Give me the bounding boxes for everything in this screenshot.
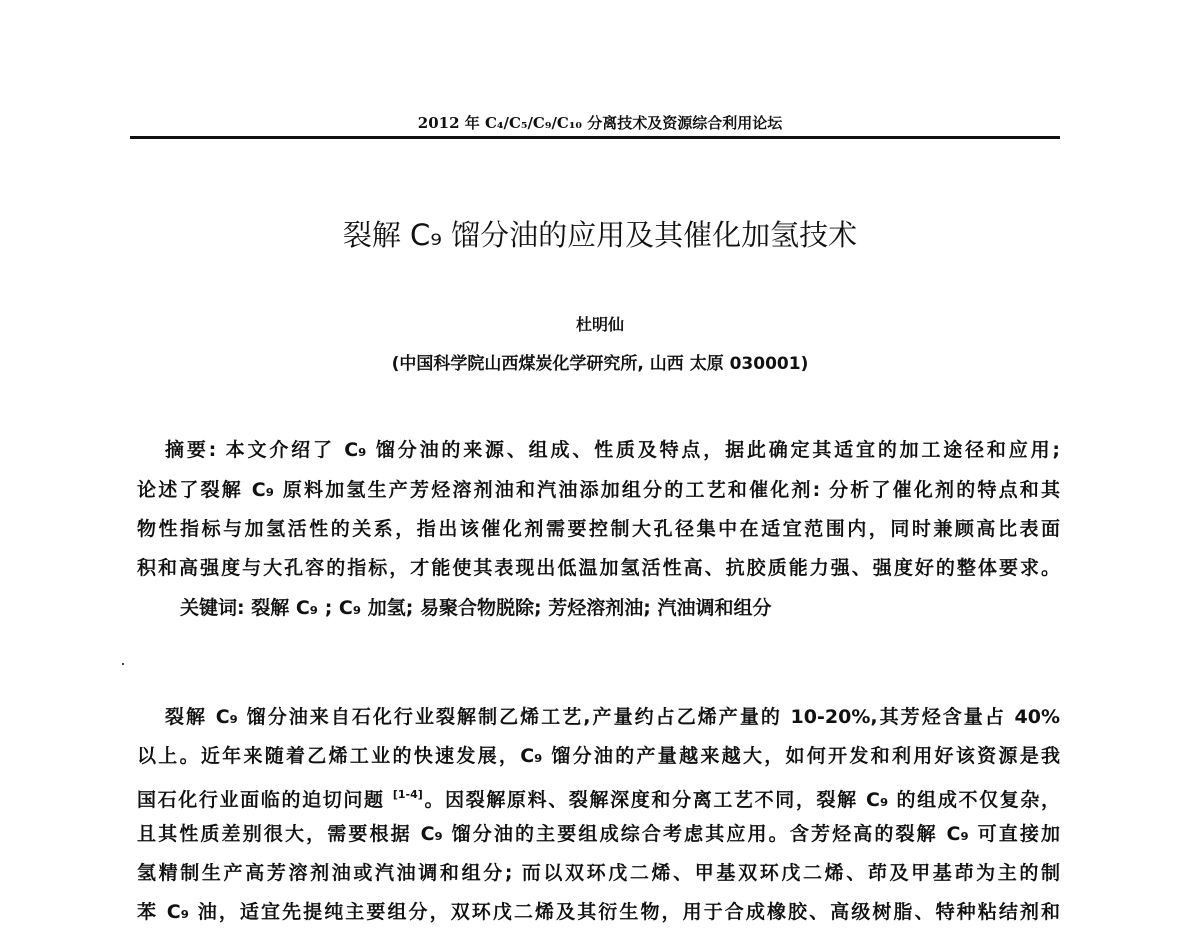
running-header: 2012 年 C₄/C₅/C₉/C₁₀ 分离技术及资源综合利用论坛 xyxy=(417,114,783,132)
body-text: 国石化行业面临的迫切问题 xyxy=(137,789,393,811)
paper-title: 裂解 C₉ 馏分油的应用及其催化加氢技术 xyxy=(342,218,858,252)
body-line: 苯 C₉ 油，适宜先提纯主要组分，双环戊二烯及其衍生物，用于合成橡胶、高级树脂、特种粘结剂和 xyxy=(137,901,1060,923)
abstract-line: 摘要: 本文介绍了 C₉ 馏分油的来源、组成、性质及特点，据此确定其适宜的加工途径和应用; xyxy=(165,439,1060,461)
body-line: 且其性质差别很大，需要根据 C₉ 馏分油的主要组成综合考虑其应用。含芳烃高的裂解 C₉ 可直接加 xyxy=(137,823,1060,845)
header-rule xyxy=(130,136,1060,139)
affiliation: (中国科学院山西煤炭化学研究所, 山西 太原 030001) xyxy=(391,354,809,374)
body-line: 氢精制生产高芳溶剂油或汽油调和组分; 而以双环戊二烯、甲基双环戊二烯、茚及甲基茚为主的制 xyxy=(137,862,1060,884)
cut-off-line xyxy=(137,940,1060,952)
citation: [1-4] xyxy=(392,788,423,801)
body-text: 。因裂解原料、裂解深度和分离工艺不同，裂解 C₉ 的组成不仅复杂， xyxy=(422,789,1060,811)
scan-speck xyxy=(122,663,124,665)
body-line xyxy=(137,782,1060,811)
author: 杜明仙 xyxy=(575,315,624,334)
keywords: 关键词: 裂解 C₉ ; C₉ 加氢; 易聚合物脱除; 芳烃溶剂油; 汽油调和组分 xyxy=(180,597,772,619)
abstract-line: 积和高强度与大孔容的指标，才能使其表现出低温加氢活性高、抗胶质能力强、强度好的整体要求。 xyxy=(137,557,1060,579)
body-line: 裂解 C₉ 馏分油来自石化行业裂解制乙烯工艺,产量约占乙烯产量的 10-20%,其芳烃含量占 40% xyxy=(165,706,1060,728)
abstract-line: 论述了裂解 C₉ 原料加氢生产芳烃溶剂油和汽油添加组分的工艺和催化剂: 分析了催化剂的特点和其 xyxy=(137,479,1060,501)
body-line: 以上。近年来随着乙烯工业的快速发展，C₉ 馏分油的产量越来越大，如何开发和利用好该资源是我 xyxy=(137,745,1060,767)
abstract-line: 物性指标与加氢活性的关系，指出该催化剂需要控制大孔径集中在适宜范围内，同时兼顾高比表面 xyxy=(137,518,1060,540)
